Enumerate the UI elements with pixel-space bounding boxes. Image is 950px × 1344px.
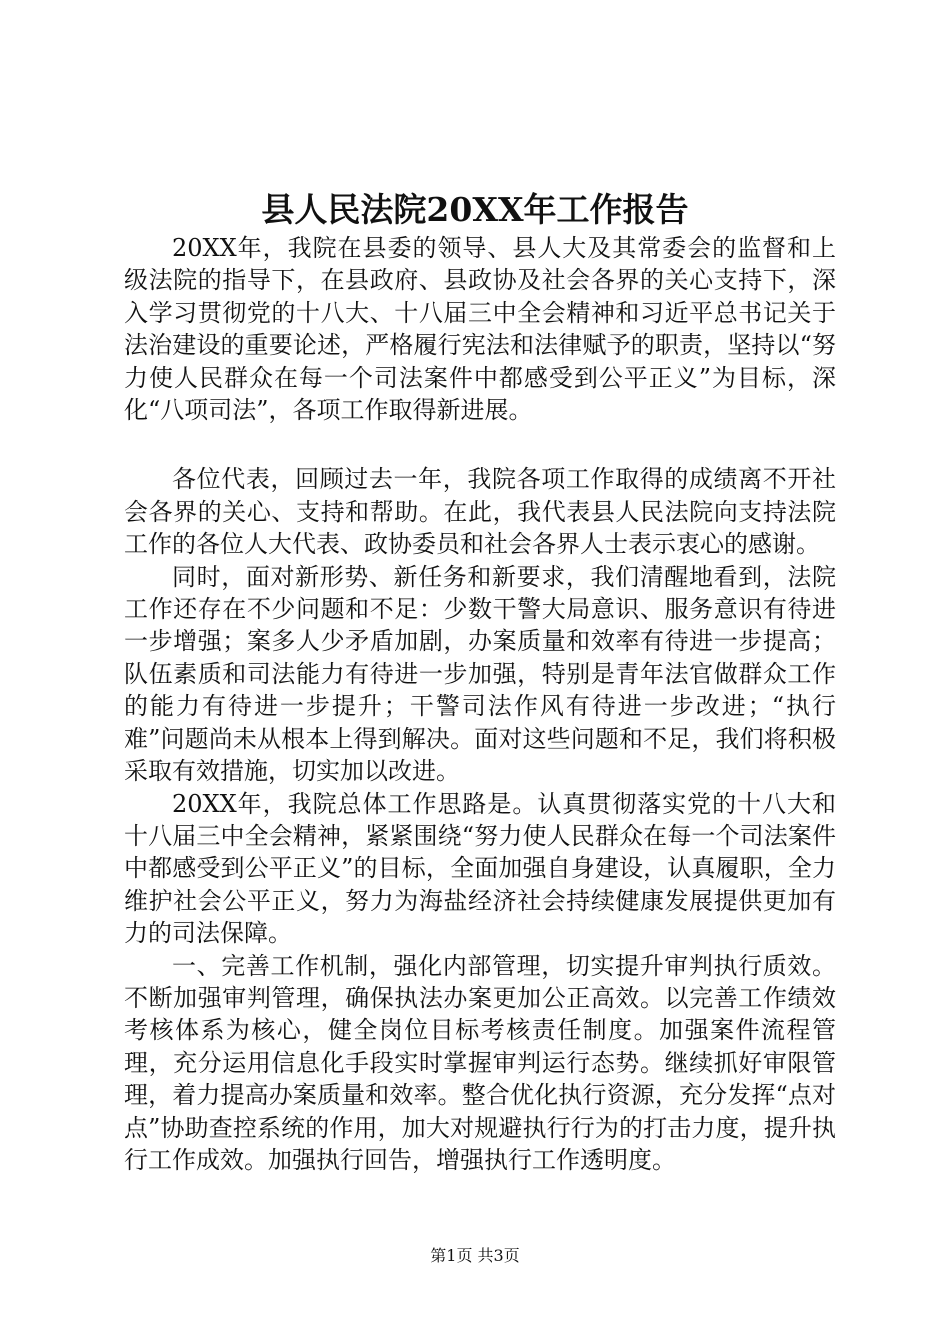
paragraph-thanks: 各位代表，回顾过去一年，我院各项工作取得的成绩离不开社会各界的关心、支持和帮助。在此，我代表县人民法院向支持法院工作的各位人大代表、政协委员和社会各界人士表示衷心的感谢。 [124, 465, 836, 559]
document-title: 县人民法院20XX年工作报告 [261, 190, 689, 229]
paragraph-work-plan: 20XX年，我院总体工作思路是。认真贯彻落实党的十八大和十八届三中全会精神，紧紧围绕“努力使人民群众在每一个司法案件中都感受到公平正义”的目标，全面加强自身建设，认真履职，全力维护社会公平正义，努力为海盐经济社会持续健康发展提供更加有力的司法保障。 [124, 789, 836, 948]
paragraph-section-one: 一、完善工作机制，强化内部管理，切实提升审判执行质效。不断加强审判管理，确保执法办案更加公正高效。以完善工作绩效考核体系为核心，健全岗位目标考核责任制度。加强案件流程管理，充分运用信息化手段实时掌握审判运行态势。继续抓好审限管理，着力提高办案质量和效率。整合优化执行资源，充分发挥“点对点”协助查控系统的作用，加大对规避执行行为的打击力度，提升执行工作成效。加强执行回告，增强执行工作透明度。 [124, 951, 836, 1174]
paragraph-intro: 20XX年，我院在县委的领导、县人大及其常委会的监督和上级法院的指导下，在县政府、县政协及社会各界的关心支持下，深入学习贯彻党的十八大、十八届三中全会精神和习近平总书记关于法治建设的重要论述，严格履行宪法和法律赋予的职责，坚持以“努力使人民群众在每一个司法案件中都感受到公平正义”为目标，深化“八项司法”，各项工作取得新进展。 [124, 234, 836, 425]
page-number-footer: 第1页 共3页 [430, 1246, 520, 1265]
paragraph-problems: 同时，面对新形势、新任务和新要求，我们清醒地看到，法院工作还存在不少问题和不足：少数干警大局意识、服务意识有待进一步增强；案多人少矛盾加剧，办案质量和效率有待进一步提高；队伍素质和司法能力有待进一步加强，特别是青年法官做群众工作的能力有待进一步提升；干警司法作风有待进一步改进；“执行难”问题尚未从根本上得到解决。面对这些问题和不足，我们将积极采取有效措施，切实加以改进。 [124, 562, 836, 786]
document-body [124, 232, 836, 1176]
